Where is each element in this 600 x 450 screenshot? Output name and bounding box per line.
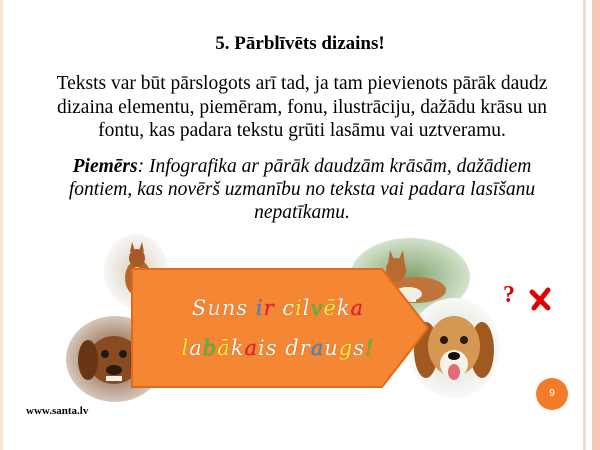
- graphic-line-2-letter: s: [265, 336, 278, 360]
- example-paragraph: [52, 155, 552, 224]
- graphic-line-1-letter: u: [207, 296, 222, 320]
- graphic-line-1-letter: a: [350, 296, 365, 320]
- graphic-line-1-letter: r: [263, 296, 275, 320]
- orange-arrow-banner: [130, 267, 430, 389]
- slide-right-edge: [592, 0, 600, 450]
- graphic-line-1-letter: n: [221, 296, 237, 320]
- close-x-icon: [528, 286, 554, 312]
- graphic-line-2-letter: !: [365, 336, 375, 360]
- graphic-line-2-letter: g: [338, 336, 354, 360]
- graphic-line-2-letter: s: [353, 336, 366, 360]
- example-text: : Infografika ar pārāk daudzām krāsām, dažādiem fontiem, kas novērš uzmanību no teksta vai padara lasīšanu nepatīkamu.: [68, 156, 536, 223]
- graphic-line-2-letter: k: [230, 336, 245, 360]
- graphic-line-2-letter: a: [310, 336, 325, 360]
- graphic-line-1-letter: i: [255, 296, 264, 320]
- graphic-line-1-letter: s: [236, 296, 249, 320]
- graphic-line-2-letter: ā: [217, 336, 231, 360]
- graphic-line-1-letter: k: [336, 296, 351, 320]
- graphic-line-1: [158, 296, 398, 320]
- graphic-line-2: [158, 336, 398, 360]
- graphic-line-2-letter: r: [299, 336, 311, 360]
- page-number-badge: 9: [536, 378, 568, 410]
- graphic-line-1-letter: ē: [323, 296, 337, 320]
- slide-left-edge: [0, 0, 3, 450]
- graphic-line-2-letter: a: [244, 336, 259, 360]
- graphic-line-1-letter: [248, 296, 256, 320]
- graphic-line-1-letter: S: [191, 296, 208, 320]
- graphic-line-1-letter: c: [282, 296, 296, 320]
- footer-url: www.santa.lv: [26, 405, 89, 417]
- graphic-line-2-letter: u: [324, 336, 339, 360]
- graphic-line-2-letter: l: [181, 336, 190, 360]
- example-label: Piemērs: [72, 156, 138, 177]
- graphic-line-1-letter: l: [302, 296, 311, 320]
- graphic-line-2-letter: b: [202, 336, 218, 360]
- question-mark-icon: ?: [503, 282, 515, 308]
- graphic-line-2-letter: a: [189, 336, 203, 360]
- graphic-line-1-letter: v: [310, 296, 324, 320]
- slide-heading: 5. Pārblīvēts dizains!: [215, 33, 385, 54]
- slide-right-stripe: [583, 0, 586, 450]
- graphic-line-2-letter: i: [258, 336, 266, 360]
- slide-body-text: Teksts var būt pārslogots arī tad, ja tam pievienots pārāk daudz dizaina elementu, piemēram, fonu, ilustrāciju, dažādu krāsu un fontu, kas padara tekstu grūti lasāmu vai uztveramu.: [56, 73, 548, 141]
- graphic-line-2-letter: d: [285, 336, 300, 360]
- graphic-line-1-letter: i: [295, 296, 303, 320]
